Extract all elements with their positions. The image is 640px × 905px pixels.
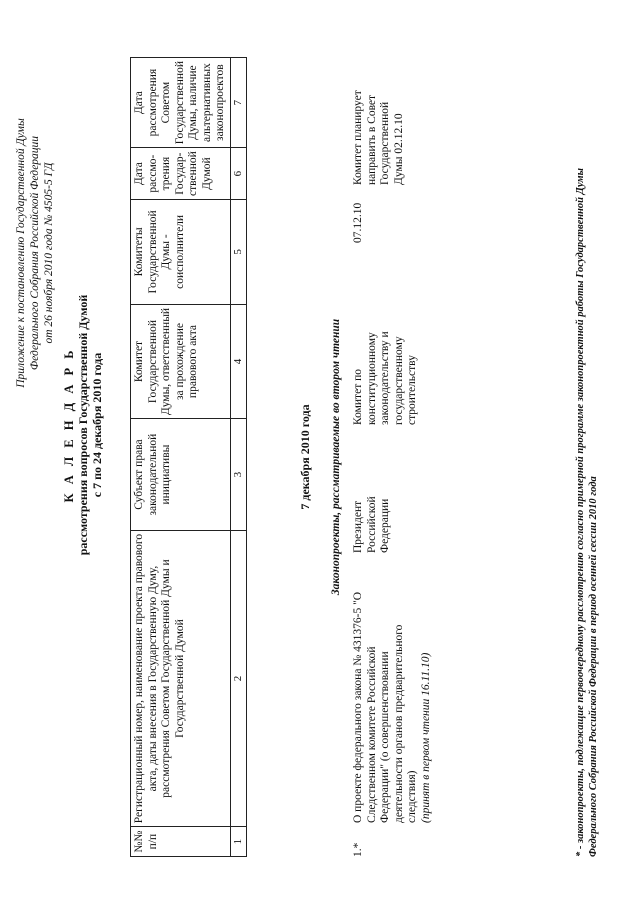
column-number: 3	[230, 419, 247, 531]
entry-title	[352, 588, 433, 823]
column-number: 6	[230, 148, 247, 200]
title-subject: рассмотрения вопросов Государственной Думой	[76, 294, 90, 556]
header-cell: Субъект права законодательной инициативы	[131, 419, 231, 531]
header-cell: №№ п/п	[131, 827, 231, 857]
entry-committee: Комитет по конституционному законодательству и государственному строительству	[352, 331, 418, 425]
column-number: 5	[230, 200, 247, 305]
appendix-note	[14, 38, 56, 468]
entry-first-reading-note: (принят в первом чтении 16.11.10)	[419, 652, 432, 823]
calendar-header-table	[130, 57, 247, 857]
entry-subject: Президент Российской Федерации	[352, 496, 391, 553]
entry-number: 1.*	[352, 842, 364, 857]
footnote	[574, 37, 600, 857]
appendix-line-1: Приложение к постановлению Государственной Думы	[15, 118, 27, 388]
column-number: 4	[230, 304, 247, 419]
header-cell: Дата рассмо-трения Государ-ственной Думой	[131, 148, 231, 200]
day-heading: 7 декабря 2010 года	[298, 404, 312, 510]
appendix-line-3: от 26 ноября 2010 года № 4505-5 ГД	[43, 162, 55, 344]
title-period: с 7 по 24 декабря 2010 года	[90, 352, 104, 498]
column-number: 7	[230, 58, 247, 148]
section-heading: Законопроекты, рассматриваемые во втором чтении	[330, 318, 342, 596]
column-number: 1	[230, 827, 247, 857]
appendix-line-2: Федерального Собрания Российской Федерации	[29, 135, 41, 371]
title-calendar: К А Л Е Н Д А Р Ь	[62, 347, 76, 503]
header-cell: Комитет Государственной Думы, ответственный за прохождение правового акта	[131, 304, 231, 419]
header-cell: Дата рассмотрения Советом Государственной Думы, наличие альтернативных законопроектов	[131, 58, 231, 148]
footnote-line-2: Федерального Собрания Российской Федерации в период осенней сессии 2010 года	[588, 476, 599, 857]
column-number: 2	[230, 530, 247, 826]
header-cell: Регистрационный номер, наименование проекта правового акта, даты внесения в Государственную Думу, рассмотрения Советом Государственной Думы и Государственной Думой	[131, 530, 231, 826]
column-number-row	[230, 58, 247, 857]
entry-date-duma: 07.12.10	[352, 202, 364, 243]
entry-title-text: О проекте федерального закона № 431376-5 "О Следственном комитете Российской Федерации" (о совершенствовании деятельности органов предварительного следствия)	[352, 591, 418, 823]
header-cell: Комитеты Государственной Думы - соисполнители	[131, 200, 231, 305]
document-title	[62, 185, 104, 665]
entry-date-council: Комитет планирует направить в Совет Государственной Думы 02.12.10	[352, 90, 405, 185]
footnote-line-1: * - законопроекты, подлежащие первоочередному рассмотрению согласно примерной программе законопроектной работы Государственной Думы	[575, 168, 586, 857]
header-row	[131, 58, 231, 857]
